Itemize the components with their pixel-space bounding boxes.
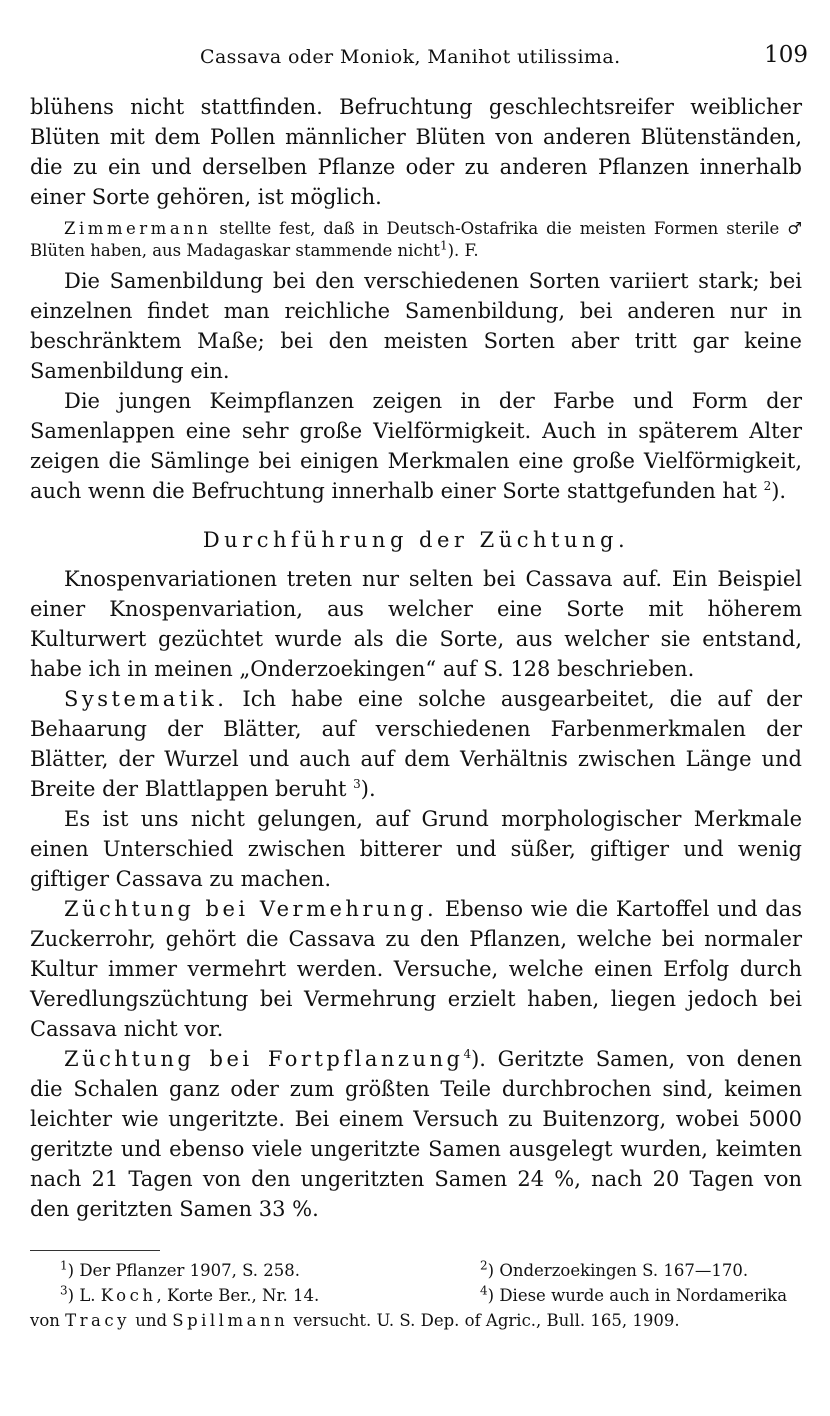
paragraph-5-lead: Systematik. [64, 687, 228, 711]
footnote-1-mark: 1 [60, 1258, 68, 1273]
footnote-4-author-2: Spillmann [172, 1311, 289, 1330]
footnote-4-cont-pre: von [30, 1311, 60, 1330]
footnote-4-author-1: Tracy [65, 1311, 130, 1330]
footnote-3-text: , Korte Ber., Nr. 14. [156, 1286, 320, 1305]
footnote-row-2 [30, 1283, 802, 1308]
paragraph-5-end: ). [360, 777, 376, 801]
footnote-ref-3: 3 [353, 777, 361, 791]
footnote-1-text: ) Der Pflanzer 1907, S. 258. [67, 1261, 301, 1280]
paragraph-5 [30, 684, 802, 804]
paragraph-6: Es ist uns nicht gelungen, auf Grund morphologischer Merkmale einen Unterschied zwischen bitterer und süßer, giftiger und wenig giftiger Cassava zu machen. [30, 807, 802, 891]
footnote-1 [30, 1258, 480, 1283]
footnote-ref-2: 2 [763, 479, 772, 493]
page-number: 109 [764, 42, 808, 68]
note-text: stellte fest, daß in Deutsch-Ostafrika die meisten Formen sterile ♂ Blüten haben, aus Madagaskar stammende nicht [30, 219, 802, 260]
editor-note [30, 218, 802, 262]
footnote-3-pre: ) L. [67, 1286, 96, 1305]
footnote-4-mark: 4 [480, 1283, 488, 1298]
footnote-4 [480, 1283, 802, 1308]
note-end: ). F. [447, 241, 479, 260]
footnote-4-continuation [30, 1308, 802, 1333]
footnote-2 [480, 1258, 802, 1283]
footnote-ref-1: 1 [439, 238, 448, 253]
page-header [30, 40, 808, 74]
section-heading: Durchführung der Züchtung. [202, 528, 630, 552]
paragraph-7 [30, 894, 802, 1044]
footnote-rule [30, 1250, 160, 1251]
paragraph-2: Die Samenbildung bei den verschiedenen Sorten variiert stark; bei einzelnen findet man reichliche Samenbildung, bei anderen nur in beschränktem Maße; bei den meisten Sorten aber tritt gar keine Samenbildung ein. [30, 269, 802, 383]
paragraph-7-text: Ebenso wie die Kartoffel und das Zuckerrohr, gehört die Cassava zu den Pflanzen, welche bei normaler Kultur immer vermehrt werden. Versuche, welche einen Erfolg durch Veredlungszüchtung bei Vermehrung erzielt haben, liegen jedoch bei Cassava nicht vor. [30, 897, 802, 1041]
paragraph-8 [30, 1044, 802, 1224]
footnote-3-author: Koch [100, 1286, 157, 1305]
footnote-4-text: ) Diese wurde auch in Nordamerika [487, 1286, 788, 1305]
footnote-4-cont-text: versucht. U. S. Dep. of Agric., Bull. 165, 1909. [293, 1311, 680, 1330]
paragraph-1: blühens nicht stattfinden. Befruchtung geschlechtsreifer weiblicher Blüten mit dem Pollen männlicher Blüten von anderen Blütenständen, die zu ein und derselben Pflanze oder zu anderen Pflanzen innerhalb einer Sorte gehören, ist möglich. [30, 95, 802, 209]
footnote-3-mark: 3 [60, 1283, 68, 1298]
footnote-4-cont-mid: und [135, 1311, 168, 1330]
footnote-row-1 [30, 1258, 802, 1283]
paragraph-4: Knospenvariationen treten nur selten bei Cassava auf. Ein Beispiel einer Knospenvariation, aus welcher eine Sorte mit höherem Kulturwert gezüchtet wurde als die Sorte, aus welcher sie entstand, habe ich in meinen „Onderzoekingen“ auf S. 128 beschrieben. [30, 567, 802, 681]
footnote-2-mark: 2 [480, 1258, 488, 1273]
note-author: Zimmermann [64, 219, 212, 238]
footnote-3 [30, 1283, 480, 1308]
footnotes [30, 1258, 802, 1333]
running-head: Cassava oder Moniok, Manihot utilissima. [200, 46, 621, 68]
paragraph-8-text: ). Geritzte Samen, von denen die Schalen ganz oder zum größten Teile durchbrochen sind, keimen leichter wie ungeritzte. Bei einem Versuch zu Buitenzorg, wobei 5000 geritzte und ebenso viele ungeritzte Samen ausgelegt wurden, keimten nach 21 Tagen von den ungeritzten Samen 24 %, nach 20 Tagen von den geritzten Samen 33 %. [30, 1047, 802, 1221]
paragraph-8-lead: Züchtung bei Fortpflanzung [64, 1047, 464, 1071]
paragraph-7-lead: Züchtung bei Vermehrung. [64, 897, 438, 921]
paragraph-3-end: ). [771, 479, 787, 503]
paragraph-5-text: Ich habe eine solche ausgearbeitet, die auf der Behaarung der Blätter, auf verschiedenen Farbenmerkmalen der Blätter, der Wurzel und auch auf dem Verhältnis zwischen Länge und Breite der Blattlappen beruht [30, 687, 802, 801]
body-text [30, 92, 802, 1224]
paragraph-3 [30, 386, 802, 506]
footnote-ref-4: 4 [463, 1047, 472, 1061]
paragraph-3-text: Die jungen Keimpflanzen zeigen in der Farbe und Form der Samenlappen eine sehr große Vielförmigkeit. Auch in späterem Alter zeigen die Sämlinge bei einigen Merkmalen eine große Vielförmigkeit, auch wenn die Befruchtung innerhalb einer Sorte stattgefunden hat [30, 389, 802, 503]
footnote-2-text: ) Onderzoekingen S. 167—170. [487, 1261, 749, 1280]
